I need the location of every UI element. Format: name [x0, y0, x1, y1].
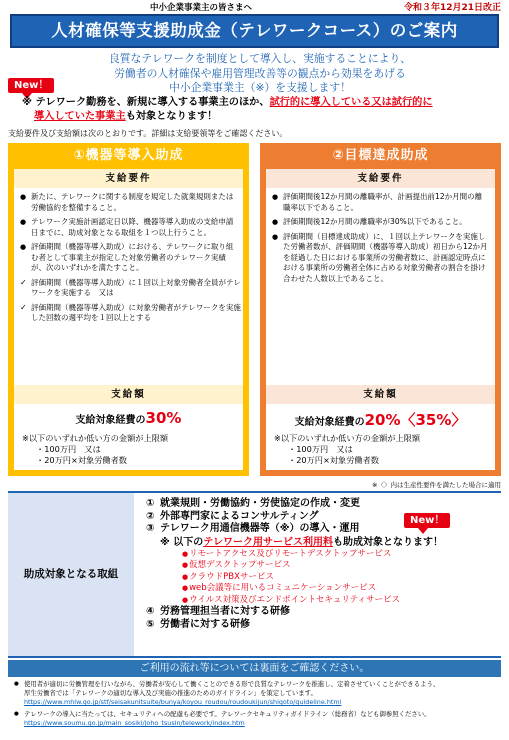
- revision-date: 令和３年12月21日改正: [403, 3, 501, 13]
- requirement-item: ● 評価期間後12か月間の離職率が、計画提出前12か月間の離職率以下であること。: [272, 192, 489, 213]
- requirements-list: [14, 188, 243, 274]
- activity-text: 外部専門家によるコンサルティング: [160, 510, 319, 522]
- new-badge: New！: [404, 513, 450, 528]
- header-line: [0, 0, 509, 12]
- telework-note: [22, 96, 502, 124]
- course-equipment-body: [14, 169, 243, 470]
- amount-rate: [266, 409, 495, 430]
- service-item: ● リモートアクセス及びリモートデスクトップサービス: [146, 549, 501, 561]
- activity-text: 労務管理担当者に対する研修: [160, 606, 290, 617]
- amount-note: ・100万円 又は: [36, 444, 101, 454]
- activity-item: [146, 498, 501, 511]
- activity-num: ②: [146, 510, 155, 522]
- intro-line-3: 中小企業事業主（※）を支援します！: [169, 81, 351, 94]
- footnotes: [14, 680, 504, 728]
- footnote-text: ● 使用者が適切に労働管理を行いながら、労働者が安心して働くことのできる形で良質なテレワークを推進し、定着させていくことができるよう、: [24, 680, 440, 688]
- footnote: [14, 680, 504, 707]
- service-note-red: テレワーク用サービス利用料: [203, 536, 334, 548]
- activity-num: ③: [146, 523, 155, 534]
- service-note-suffix: も助成対象となります！: [333, 536, 444, 548]
- amount-rate: [14, 409, 243, 427]
- footnote-text: 厚生労働省では「テレワークの適切な導入及び実施の推進のためのガイドライン」を策定しています。: [24, 689, 317, 697]
- amount-note: ・20万円×対象労働者数: [36, 455, 127, 465]
- amount-note: ※以下のいずれか低い方の金額が上限額: [274, 433, 421, 443]
- amount-prefix: 支給対象経費の: [294, 417, 365, 428]
- amount-header: 支給額: [14, 385, 243, 404]
- amount-rate-alt: 〈35%〉: [400, 411, 467, 429]
- requirement-sub-item: ✓ 評価期間（機器等導入助成）に対象労働者がテレワークを実施した回数の週平均を１回以上とする: [20, 303, 243, 324]
- requirement-sub-item: ✓ 評価期間（機器等導入助成）に１回以上対象労働者全員がテレワークを実施する 又は: [20, 278, 243, 299]
- audience-text: 中小企業事業主の皆さまへ: [150, 3, 253, 13]
- productivity-note: ※〈〉内は生産性要件を満たした場合に適用: [372, 481, 501, 489]
- course-equipment-panel: [8, 143, 249, 476]
- activity-num: ④: [146, 606, 155, 617]
- amount-prefix: 支給対象経費の: [75, 415, 146, 426]
- guideline-link[interactable]: https://www.mhlw.go.jp/stf/seisakunitsuite/bunya/koyou_roudou/roudoukijun/shigoto/guideline.html: [24, 698, 342, 706]
- amount-notes: [22, 433, 236, 466]
- amount-rate-value: 20%: [364, 411, 401, 429]
- telework-note-suffix: も対象となります！: [125, 111, 218, 122]
- title-banner: [10, 14, 499, 48]
- security-guideline-link[interactable]: https://www.soumu.go.jp/main_sosiki/joho_tsusin/telework/index.htm: [24, 719, 245, 727]
- service-item: ● web会議等に用いるコミュニケーションサービス: [146, 583, 501, 595]
- amount-rate-value: 30%: [145, 409, 182, 427]
- activity-item: [146, 606, 501, 619]
- course-goal-body: [266, 169, 495, 470]
- activity-num: ⑤: [146, 618, 155, 630]
- flow-bar: ご利用の流れ等については裏面をご確認ください。: [8, 660, 501, 677]
- requirement-item: ● 評価期間（機器等導入助成）における、テレワークに取り組む者として事業主が指定した対象労働者のテレワーク実績が、次のいずれかを満たすこと。: [20, 242, 237, 274]
- course-equipment-title: ①機器等導入助成: [73, 148, 184, 163]
- new-badge: New！: [8, 78, 54, 93]
- requirement-item: ● 評価期間（目標達成助成）に、１回以上テレワークを実施した労働者数が、評価期間（機器等導入助成）初日から12か月を経過した日における事業所の労働者数に、計画認定時点における事業所の労働者全体に占める対象労働者の割合を掛け合わせた人数以上であること。: [272, 232, 489, 285]
- requirement-sub-list: [14, 278, 243, 324]
- activity-item: [146, 619, 501, 632]
- telework-note-red-1: 試行的に導入している又は試行的に: [269, 97, 433, 108]
- service-item: ● 仮想デスクトップサービス: [146, 560, 501, 572]
- amount-notes: [274, 433, 488, 466]
- requirements-header: 支給要件: [266, 169, 495, 188]
- amount-header: 支給額: [266, 385, 495, 404]
- service-item: ● ウイルス対策及びエンドポイントセキュリティサービス: [146, 595, 501, 607]
- telework-note-prefix: ※ テレワーク勤務を、新規に導入する事業主のほか、: [22, 97, 270, 108]
- page-title: 人材確保等支援助成金（テレワークコース）のご案内: [51, 21, 458, 40]
- amount-note: ※以下のいずれか低い方の金額が上限額: [22, 433, 169, 443]
- intro-line-2: 労働者の人材確保や雇用管理改善等の観点から効果をあげる: [114, 66, 406, 80]
- requirement-item: ● テレワーク実施計画認定日以降、機器等導入助成の支給申請日までに、助成対象となる取組を１つ以上行うこと。: [20, 217, 237, 238]
- service-note-prefix: ※ 以下の: [160, 536, 204, 548]
- requirements-list: [266, 188, 495, 284]
- activity-text: 労働者に対する研修: [160, 618, 250, 630]
- course-goal-title: ②目標達成助成: [332, 148, 429, 163]
- activity-text: 就業規則・労働協約・労使協定の作成・変更: [160, 498, 360, 509]
- amount-note: ・100万円 又は: [288, 444, 353, 454]
- intro-text: [40, 52, 480, 96]
- footnote-text: ● テレワークの導入に当たっては、セキュリティへの配慮も必要です。テレワークセキュリティガイドライン（総務省）なども御参照ください。: [24, 710, 431, 718]
- course-goal-panel: [260, 143, 501, 476]
- footnote: [14, 710, 504, 728]
- telework-note-red-2: 導入していた事業主: [34, 111, 126, 122]
- requirement-item: ● 新たに、テレワークに関する制度を規定した就業規則または労働協約を整備すること。: [20, 192, 237, 213]
- intro-line-1: 良質なテレワークを制度として導入し、実施することにより、: [108, 52, 412, 65]
- service-fee-note: [146, 536, 501, 549]
- requirements-header: 支給要件: [14, 169, 243, 188]
- activity-text: テレワーク用通信機器等（※）の導入・運用: [160, 523, 360, 534]
- service-item: ● クラウドPBXサービス: [146, 572, 501, 584]
- requirement-item: ● 評価期間後12か月間の離職率が30%以下であること。: [272, 217, 489, 228]
- activity-num: ①: [146, 498, 155, 509]
- requirements-intro: 支給要件及び支給額は次のとおりです。詳細は支給要領等をご確認ください。: [8, 129, 288, 138]
- eligible-activities-label: 助成対象となる取組: [8, 493, 134, 656]
- amount-note: ・20万円×対象労働者数: [288, 455, 379, 465]
